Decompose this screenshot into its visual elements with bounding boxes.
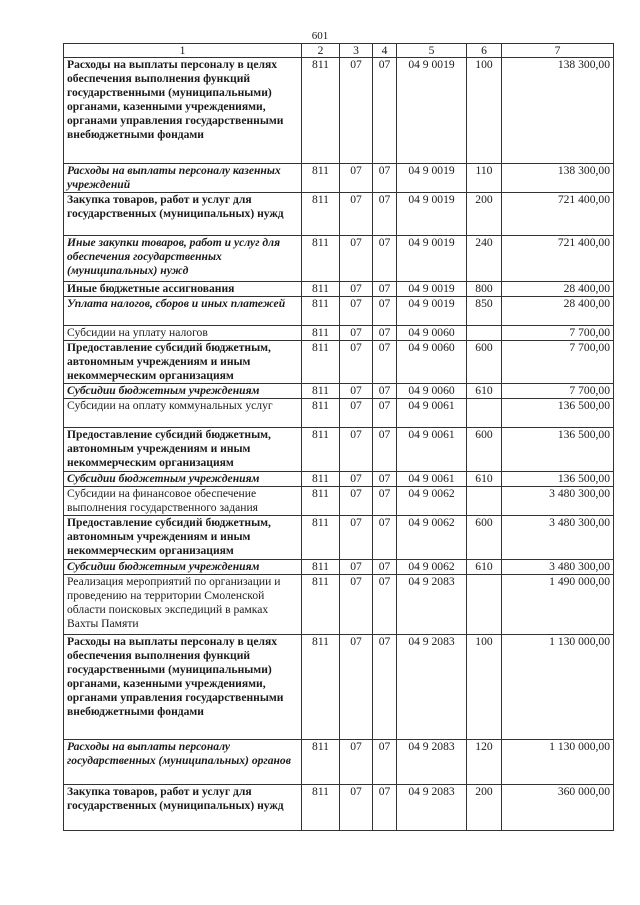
table-row <box>64 516 614 560</box>
row-target-article: 04 9 0062 <box>397 516 467 560</box>
row-section: 07 <box>340 487 373 516</box>
row-target-article: 04 9 0061 <box>397 399 467 428</box>
row-expense-type: 850 <box>467 297 502 326</box>
row-amount: 1 490 000,00 <box>502 575 614 635</box>
col-header-ministry: 2 <box>302 44 340 58</box>
row-amount: 3 480 300,00 <box>502 560 614 575</box>
row-amount: 7 700,00 <box>502 341 614 384</box>
row-section: 07 <box>340 58 373 164</box>
table-row <box>64 740 614 785</box>
row-target-article: 04 9 0019 <box>397 236 467 282</box>
row-subsection: 07 <box>373 384 397 399</box>
row-target-article: 04 9 0061 <box>397 472 467 487</box>
row-expense-type: 610 <box>467 472 502 487</box>
table-row <box>64 58 614 164</box>
row-amount: 136 500,00 <box>502 472 614 487</box>
row-ministry: 811 <box>302 516 340 560</box>
row-subsection: 07 <box>373 740 397 785</box>
row-amount: 138 300,00 <box>502 164 614 193</box>
row-name: Предоставление субсидий бюджетным, автономным учреждениям и иным некоммерческим организациям <box>64 516 302 560</box>
row-name: Субсидии на оплату коммунальных услуг <box>64 399 302 428</box>
row-subsection: 07 <box>373 326 397 341</box>
row-subsection: 07 <box>373 164 397 193</box>
row-target-article: 04 9 0060 <box>397 384 467 399</box>
row-name: Расходы на выплаты персоналу казенных учреждений <box>64 164 302 193</box>
row-name: Субсидии бюджетным учреждениям <box>64 384 302 399</box>
row-amount: 136 500,00 <box>502 428 614 472</box>
table-row <box>64 399 614 428</box>
row-expense-type <box>467 399 502 428</box>
row-amount: 721 400,00 <box>502 193 614 236</box>
table-row <box>64 472 614 487</box>
row-name: Уплата налогов, сборов и иных платежей <box>64 297 302 326</box>
row-expense-type: 600 <box>467 341 502 384</box>
row-name: Закупка товаров, работ и услуг для государственных (муниципальных) нужд <box>64 785 302 831</box>
row-target-article: 04 9 0061 <box>397 428 467 472</box>
table-row <box>64 193 614 236</box>
row-target-article: 04 9 2083 <box>397 740 467 785</box>
table-row <box>64 297 614 326</box>
row-ministry: 811 <box>302 560 340 575</box>
table-row <box>64 635 614 740</box>
row-section: 07 <box>340 516 373 560</box>
row-amount: 3 480 300,00 <box>502 516 614 560</box>
row-name: Иные закупки товаров, работ и услуг для обеспечения государственных (муниципальных) нужд <box>64 236 302 282</box>
row-section: 07 <box>340 341 373 384</box>
row-name: Расходы на выплаты персоналу в целях обеспечения выполнения функций государственными (муниципальными) органами, казенными учреждениями, органами управления государственными внебюджетными фондами <box>64 635 302 740</box>
row-ministry: 811 <box>302 193 340 236</box>
row-target-article: 04 9 0060 <box>397 341 467 384</box>
row-ministry: 811 <box>302 428 340 472</box>
table-row <box>64 575 614 635</box>
row-amount: 360 000,00 <box>502 785 614 831</box>
row-name: Субсидии на финансовое обеспечение выполнения государственного задания <box>64 487 302 516</box>
row-ministry: 811 <box>302 487 340 516</box>
row-amount: 1 130 000,00 <box>502 740 614 785</box>
row-name: Предоставление субсидий бюджетным, автономным учреждениям и иным некоммерческим организациям <box>64 428 302 472</box>
row-ministry: 811 <box>302 384 340 399</box>
row-subsection: 07 <box>373 428 397 472</box>
row-ministry: 811 <box>302 740 340 785</box>
row-amount: 136 500,00 <box>502 399 614 428</box>
row-subsection: 07 <box>373 282 397 297</box>
row-section: 07 <box>340 428 373 472</box>
row-amount: 7 700,00 <box>502 326 614 341</box>
row-ministry: 811 <box>302 326 340 341</box>
row-section: 07 <box>340 740 373 785</box>
row-ministry: 811 <box>302 297 340 326</box>
row-section: 07 <box>340 297 373 326</box>
row-ministry: 811 <box>302 785 340 831</box>
row-expense-type: 200 <box>467 785 502 831</box>
table-row <box>64 384 614 399</box>
col-header-subsection: 4 <box>373 44 397 58</box>
row-ministry: 811 <box>302 635 340 740</box>
row-amount: 3 480 300,00 <box>502 487 614 516</box>
col-header-expense-type: 6 <box>467 44 502 58</box>
row-expense-type: 200 <box>467 193 502 236</box>
table-row <box>64 428 614 472</box>
table-row <box>64 326 614 341</box>
row-section: 07 <box>340 560 373 575</box>
row-subsection: 07 <box>373 341 397 384</box>
table-row <box>64 785 614 831</box>
row-section: 07 <box>340 785 373 831</box>
table-row <box>64 341 614 384</box>
row-amount: 721 400,00 <box>502 236 614 282</box>
row-expense-type <box>467 326 502 341</box>
row-section: 07 <box>340 236 373 282</box>
row-name: Субсидии на уплату налогов <box>64 326 302 341</box>
table-row <box>64 282 614 297</box>
row-section: 07 <box>340 575 373 635</box>
row-target-article: 04 9 0019 <box>397 58 467 164</box>
row-subsection: 07 <box>373 516 397 560</box>
row-ministry: 811 <box>302 282 340 297</box>
row-target-article: 04 9 0060 <box>397 326 467 341</box>
row-subsection: 07 <box>373 560 397 575</box>
table-row <box>64 236 614 282</box>
row-ministry: 811 <box>302 341 340 384</box>
row-name: Субсидии бюджетным учреждениям <box>64 560 302 575</box>
row-target-article: 04 9 2083 <box>397 785 467 831</box>
row-expense-type: 100 <box>467 58 502 164</box>
col-header-amount: 7 <box>502 44 614 58</box>
row-amount: 138 300,00 <box>502 58 614 164</box>
row-subsection: 07 <box>373 399 397 428</box>
col-header-target-article: 5 <box>397 44 467 58</box>
row-target-article: 04 9 0019 <box>397 164 467 193</box>
row-subsection: 07 <box>373 297 397 326</box>
row-ministry: 811 <box>302 472 340 487</box>
page-number: 601 <box>311 30 329 42</box>
row-ministry: 811 <box>302 164 340 193</box>
row-name: Реализация мероприятий по организации и проведению на территории Смоленской области поисковых экспедиций в рамках Вахты Памяти <box>64 575 302 635</box>
row-expense-type: 800 <box>467 282 502 297</box>
row-ministry: 811 <box>302 575 340 635</box>
row-section: 07 <box>340 384 373 399</box>
row-target-article: 04 9 0019 <box>397 297 467 326</box>
row-name: Расходы на выплаты персоналу в целях обеспечения выполнения функций государственными (муниципальными) органами, казенными учреждениями, органами управления государственными внебюджетными фондами <box>64 58 302 164</box>
row-expense-type: 120 <box>467 740 502 785</box>
row-name: Иные бюджетные ассигнования <box>64 282 302 297</box>
row-amount: 1 130 000,00 <box>502 635 614 740</box>
row-subsection: 07 <box>373 236 397 282</box>
row-section: 07 <box>340 282 373 297</box>
row-ministry: 811 <box>302 399 340 428</box>
row-expense-type <box>467 487 502 516</box>
row-target-article: 04 9 0019 <box>397 193 467 236</box>
row-expense-type: 100 <box>467 635 502 740</box>
row-target-article: 04 9 0062 <box>397 487 467 516</box>
row-subsection: 07 <box>373 487 397 516</box>
row-ministry: 811 <box>302 58 340 164</box>
col-header-section: 3 <box>340 44 373 58</box>
table-row <box>64 487 614 516</box>
row-name: Предоставление субсидий бюджетным, автономным учреждениям и иным некоммерческим организациям <box>64 341 302 384</box>
row-target-article: 04 9 0062 <box>397 560 467 575</box>
row-name: Закупка товаров, работ и услуг для государственных (муниципальных) нужд <box>64 193 302 236</box>
col-header-name: 1 <box>64 44 302 58</box>
row-expense-type: 600 <box>467 516 502 560</box>
row-section: 07 <box>340 326 373 341</box>
row-target-article: 04 9 2083 <box>397 635 467 740</box>
row-expense-type: 610 <box>467 560 502 575</box>
row-target-article: 04 9 2083 <box>397 575 467 635</box>
row-expense-type: 610 <box>467 384 502 399</box>
row-subsection: 07 <box>373 635 397 740</box>
table-row <box>64 560 614 575</box>
row-ministry: 811 <box>302 236 340 282</box>
row-section: 07 <box>340 399 373 428</box>
row-expense-type <box>467 575 502 635</box>
row-name: Субсидии бюджетным учреждениям <box>64 472 302 487</box>
table-row <box>64 164 614 193</box>
row-section: 07 <box>340 164 373 193</box>
row-section: 07 <box>340 472 373 487</box>
row-expense-type: 240 <box>467 236 502 282</box>
row-target-article: 04 9 0019 <box>397 282 467 297</box>
row-subsection: 07 <box>373 58 397 164</box>
row-expense-type: 600 <box>467 428 502 472</box>
row-amount: 28 400,00 <box>502 282 614 297</box>
row-subsection: 07 <box>373 193 397 236</box>
row-amount: 7 700,00 <box>502 384 614 399</box>
row-amount: 28 400,00 <box>502 297 614 326</box>
table-body <box>64 58 614 831</box>
header-row <box>64 44 614 58</box>
row-subsection: 07 <box>373 575 397 635</box>
row-subsection: 07 <box>373 785 397 831</box>
row-expense-type: 110 <box>467 164 502 193</box>
row-section: 07 <box>340 193 373 236</box>
row-subsection: 07 <box>373 472 397 487</box>
budget-table <box>63 43 614 831</box>
row-name: Расходы на выплаты персоналу государственных (муниципальных) органов <box>64 740 302 785</box>
row-section: 07 <box>340 635 373 740</box>
